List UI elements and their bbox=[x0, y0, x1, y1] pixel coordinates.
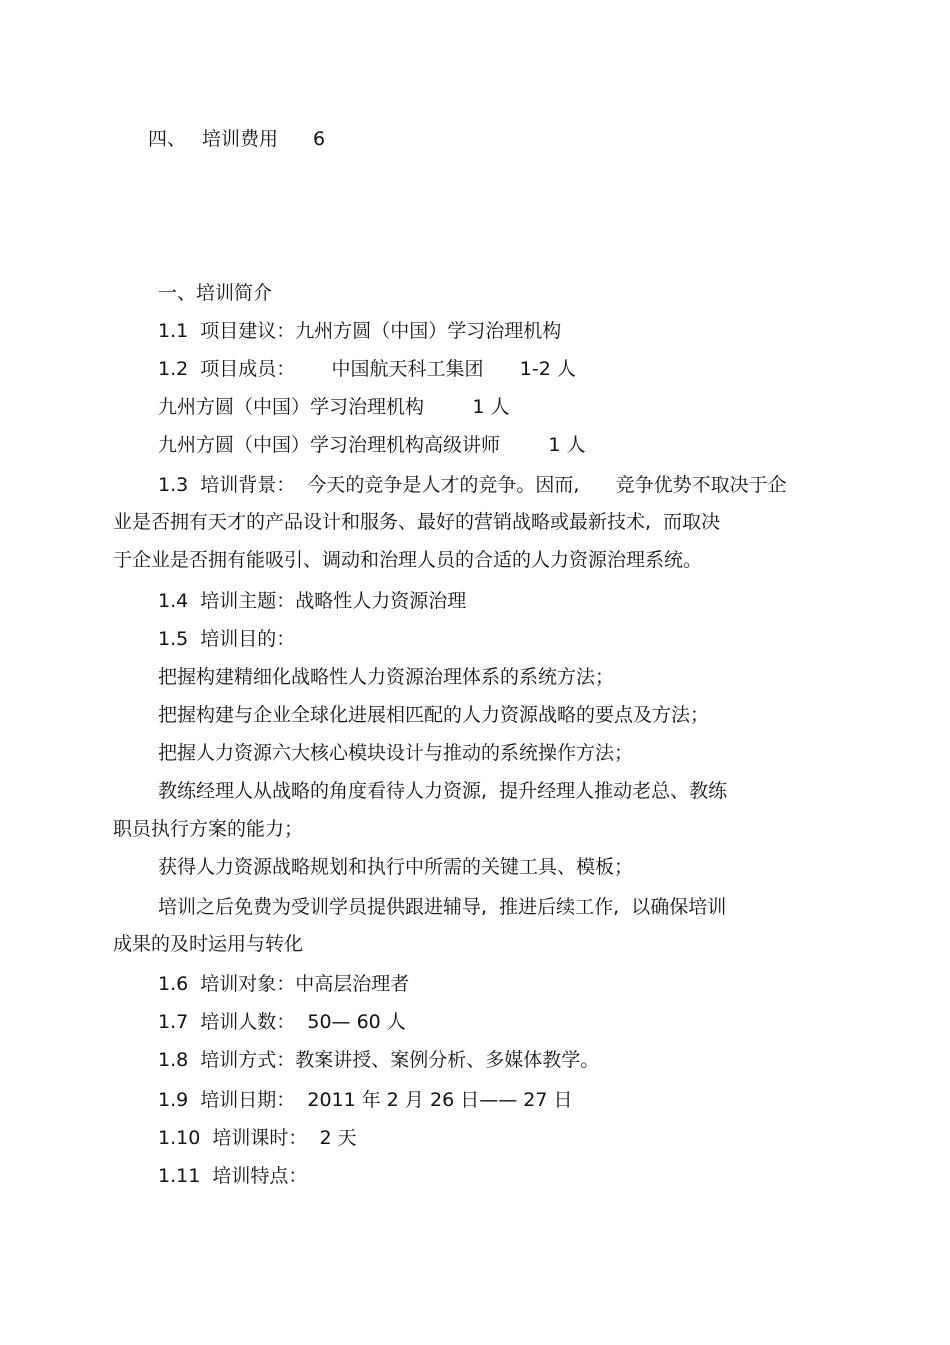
paragraph-line: 于企业是否拥有能吸引、调动和治理人员的合适的人力资源治理系统。 bbox=[113, 549, 703, 571]
section-heading: 一、培训简介 bbox=[158, 282, 273, 304]
paragraph-line: 把握构建与企业全球化进展相匹配的人力资源战略的要点及方法； bbox=[158, 704, 710, 726]
paragraph-line: 1.4 培训主题：战略性人力资源治理 bbox=[158, 590, 467, 612]
paragraph-line: 职员执行方案的能力； bbox=[113, 818, 304, 840]
toc-page-number: 6 bbox=[313, 128, 326, 150]
paragraph-line: 1.2 项目成员： 中国航天科工集团 1-2 人 bbox=[158, 358, 576, 380]
paragraph-line: 1.6 培训对象：中高层治理者 bbox=[158, 973, 410, 995]
paragraph-line: 1.11 培训特点： bbox=[158, 1165, 308, 1187]
toc-number: 四、 bbox=[148, 128, 187, 150]
paragraph-line: 九州方圆（中国）学习治理机构高级讲师 1 人 bbox=[158, 434, 586, 456]
paragraph-line: 1.5 培训目的： bbox=[158, 628, 296, 650]
paragraph-line: 业是否拥有天才的产品设计和服务、最好的营销战略或最新技术, 而取决 bbox=[113, 511, 721, 533]
paragraph-line: 成果的及时运用与转化 bbox=[113, 933, 304, 955]
paragraph-line: 1.7 培训人数： 50— 60 人 bbox=[158, 1011, 406, 1033]
paragraph-line: 1.3 培训背景： 今天的竞争是人才的竞争。因而, 竞争优势不取决于企 bbox=[158, 474, 787, 496]
paragraph-line: 1.10 培训课时： 2 天 bbox=[158, 1127, 357, 1149]
paragraph-line: 1.1 项目建议：九州方圆（中国）学习治理机构 bbox=[158, 320, 562, 342]
paragraph-line: 把握构建精细化战略性人力资源治理体系的系统方法； bbox=[158, 666, 615, 688]
paragraph-line: 1.9 培训日期： 2011 年 2 月 26 日—— 27 日 bbox=[158, 1089, 573, 1111]
paragraph-line: 1.8 培训方式：教案讲授、案例分析、多媒体教学。 bbox=[158, 1049, 600, 1071]
toc-title: 培训费用 bbox=[202, 128, 279, 150]
paragraph-line: 把握人力资源六大核心模块设计与推动的系统操作方法； bbox=[158, 742, 634, 764]
paragraph-line: 培训之后免费为受训学员提供跟进辅导, 推进后续工作, 以确保培训 bbox=[158, 896, 727, 918]
paragraph-line: 教练经理人从战略的角度看待人力资源, 提升经理人推动老总、教练 bbox=[158, 780, 728, 802]
paragraph-line: 九州方圆（中国）学习治理机构 1 人 bbox=[158, 396, 510, 418]
paragraph-line: 获得人力资源战略规划和执行中所需的关键工具、模板； bbox=[158, 856, 634, 878]
